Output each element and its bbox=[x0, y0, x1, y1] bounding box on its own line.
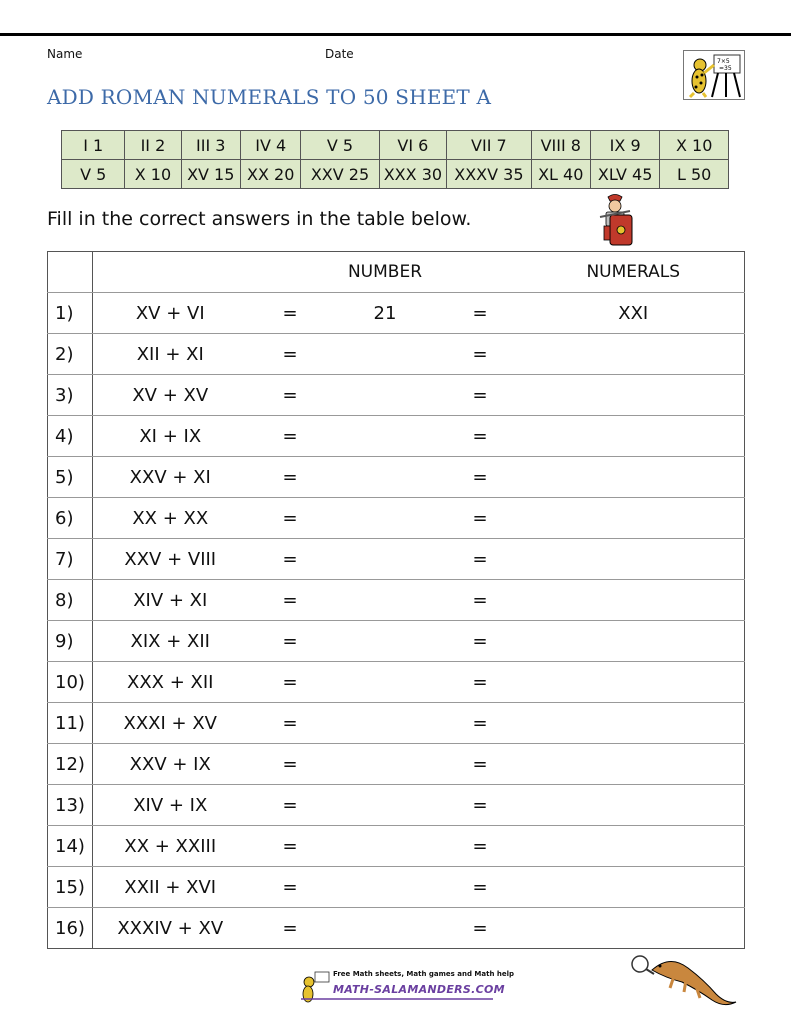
numerals-answer-cell[interactable] bbox=[523, 662, 745, 703]
numerals-answer-cell[interactable] bbox=[523, 785, 745, 826]
roman-soldier-icon bbox=[590, 193, 640, 247]
question-number: 12) bbox=[48, 744, 93, 785]
equals-sign: = bbox=[248, 826, 333, 867]
reference-row-1 bbox=[62, 131, 729, 160]
question-expression: XV + VI bbox=[93, 293, 248, 334]
table-row bbox=[48, 375, 745, 416]
number-answer-cell[interactable] bbox=[333, 826, 438, 867]
top-rule bbox=[0, 33, 791, 36]
question-expression: XX + XX bbox=[93, 498, 248, 539]
lizard-magnifier-icon bbox=[630, 948, 738, 1010]
reference-cell: XL 40 bbox=[531, 160, 590, 189]
number-answer-cell[interactable] bbox=[333, 539, 438, 580]
numerals-answer-cell[interactable] bbox=[523, 703, 745, 744]
page-title: ADD ROMAN NUMERALS TO 50 SHEET A bbox=[47, 85, 492, 109]
question-number: 8) bbox=[48, 580, 93, 621]
question-expression: XXXIV + XV bbox=[93, 908, 248, 949]
reference-cell: I 1 bbox=[62, 131, 125, 160]
number-answer-cell[interactable] bbox=[333, 744, 438, 785]
reference-cell: VIII 8 bbox=[531, 131, 590, 160]
question-expression: XII + XI bbox=[93, 334, 248, 375]
equals-sign: = bbox=[438, 662, 523, 703]
question-number: 5) bbox=[48, 457, 93, 498]
numerals-answer-cell[interactable] bbox=[523, 826, 745, 867]
equals-sign: = bbox=[248, 867, 333, 908]
question-number: 9) bbox=[48, 621, 93, 662]
equals-sign: = bbox=[248, 375, 333, 416]
numerals-answer-cell[interactable]: XXI bbox=[523, 293, 745, 334]
question-number: 4) bbox=[48, 416, 93, 457]
reference-cell: VI 6 bbox=[379, 131, 447, 160]
numerals-answer-cell[interactable] bbox=[523, 539, 745, 580]
table-row bbox=[48, 498, 745, 539]
equals-sign: = bbox=[248, 498, 333, 539]
reference-cell: XXV 25 bbox=[301, 160, 379, 189]
number-answer-cell[interactable] bbox=[333, 457, 438, 498]
header-blank-cell bbox=[93, 252, 248, 293]
question-expression: XI + IX bbox=[93, 416, 248, 457]
header-number: NUMBER bbox=[333, 252, 438, 293]
question-number: 7) bbox=[48, 539, 93, 580]
question-expression: XXXI + XV bbox=[93, 703, 248, 744]
reference-cell: IV 4 bbox=[240, 131, 300, 160]
question-expression: XXII + XVI bbox=[93, 867, 248, 908]
number-answer-cell[interactable] bbox=[333, 867, 438, 908]
equals-sign: = bbox=[438, 744, 523, 785]
svg-text:7×5: 7×5 bbox=[717, 58, 730, 65]
reference-cell: L 50 bbox=[660, 160, 729, 189]
equals-sign: = bbox=[248, 908, 333, 949]
question-number: 10) bbox=[48, 662, 93, 703]
equals-sign: = bbox=[438, 621, 523, 662]
question-expression: XXX + XII bbox=[93, 662, 248, 703]
reference-cell: V 5 bbox=[301, 131, 379, 160]
table-row bbox=[48, 621, 745, 662]
equals-sign: = bbox=[248, 703, 333, 744]
reference-cell: IX 9 bbox=[590, 131, 659, 160]
equals-sign: = bbox=[438, 375, 523, 416]
question-expression: XXV + XI bbox=[93, 457, 248, 498]
answer-table bbox=[47, 251, 745, 949]
header-blank-cell bbox=[48, 252, 93, 293]
numerals-answer-cell[interactable] bbox=[523, 375, 745, 416]
equals-sign: = bbox=[248, 580, 333, 621]
equals-sign: = bbox=[248, 744, 333, 785]
numerals-answer-cell[interactable] bbox=[523, 867, 745, 908]
equals-sign: = bbox=[438, 334, 523, 375]
equals-sign: = bbox=[438, 498, 523, 539]
number-answer-cell[interactable] bbox=[333, 662, 438, 703]
name-label: Name bbox=[47, 47, 83, 61]
number-answer-cell[interactable] bbox=[333, 785, 438, 826]
question-expression: XV + XV bbox=[93, 375, 248, 416]
equals-sign: = bbox=[438, 785, 523, 826]
svg-text:=35: =35 bbox=[719, 65, 732, 72]
table-row bbox=[48, 580, 745, 621]
table-row bbox=[48, 867, 745, 908]
reference-row-2 bbox=[62, 160, 729, 189]
number-answer-cell[interactable] bbox=[333, 703, 438, 744]
question-number: 14) bbox=[48, 826, 93, 867]
equals-sign: = bbox=[248, 539, 333, 580]
reference-cell: XV 15 bbox=[181, 160, 240, 189]
reference-cell: X 10 bbox=[660, 131, 729, 160]
reference-cell: VII 7 bbox=[447, 131, 531, 160]
number-answer-cell[interactable] bbox=[333, 334, 438, 375]
numerals-answer-cell[interactable] bbox=[523, 621, 745, 662]
number-answer-cell[interactable] bbox=[333, 908, 438, 949]
header-blank-cell bbox=[438, 252, 523, 293]
table-row bbox=[48, 334, 745, 375]
equals-sign: = bbox=[248, 457, 333, 498]
reference-cell: II 2 bbox=[125, 131, 181, 160]
table-row bbox=[48, 662, 745, 703]
question-number: 11) bbox=[48, 703, 93, 744]
table-row bbox=[48, 908, 745, 949]
header-numerals: NUMERALS bbox=[523, 252, 745, 293]
number-answer-cell[interactable]: 21 bbox=[333, 293, 438, 334]
reference-cell: XXXV 35 bbox=[447, 160, 531, 189]
table-row bbox=[48, 703, 745, 744]
number-answer-cell[interactable] bbox=[333, 621, 438, 662]
equals-sign: = bbox=[248, 785, 333, 826]
reference-cell: V 5 bbox=[62, 160, 125, 189]
equals-sign: = bbox=[248, 621, 333, 662]
question-number: 13) bbox=[48, 785, 93, 826]
number-answer-cell[interactable] bbox=[333, 498, 438, 539]
question-number: 2) bbox=[48, 334, 93, 375]
header-blank-cell bbox=[248, 252, 333, 293]
instruction-text: Fill in the correct answers in the table below. bbox=[47, 208, 472, 230]
table-row bbox=[48, 826, 745, 867]
reference-cell: X 10 bbox=[125, 160, 181, 189]
equals-sign: = bbox=[438, 867, 523, 908]
table-row bbox=[48, 416, 745, 457]
question-expression: XIV + XI bbox=[93, 580, 248, 621]
question-number: 1) bbox=[48, 293, 93, 334]
reference-cell: III 3 bbox=[181, 131, 240, 160]
numerals-answer-cell[interactable] bbox=[523, 416, 745, 457]
equals-sign: = bbox=[438, 539, 523, 580]
equals-sign: = bbox=[438, 703, 523, 744]
question-expression: XIX + XII bbox=[93, 621, 248, 662]
number-answer-cell[interactable] bbox=[333, 580, 438, 621]
numerals-answer-cell[interactable] bbox=[523, 744, 745, 785]
equals-sign: = bbox=[248, 662, 333, 703]
numerals-answer-cell[interactable] bbox=[523, 580, 745, 621]
numerals-answer-cell[interactable] bbox=[523, 334, 745, 375]
question-expression: XIV + IX bbox=[93, 785, 248, 826]
equals-sign: = bbox=[248, 416, 333, 457]
numerals-answer-cell[interactable] bbox=[523, 908, 745, 949]
reference-cell: XLV 45 bbox=[590, 160, 659, 189]
table-row bbox=[48, 785, 745, 826]
question-number: 15) bbox=[48, 867, 93, 908]
equals-sign: = bbox=[248, 334, 333, 375]
reference-cell: XXX 30 bbox=[379, 160, 447, 189]
equals-sign: = bbox=[438, 457, 523, 498]
question-expression: XX + XXIII bbox=[93, 826, 248, 867]
equals-sign: = bbox=[248, 293, 333, 334]
equals-sign: = bbox=[438, 908, 523, 949]
table-row bbox=[48, 539, 745, 580]
footer-logo-text: MATH-SALAMANDERS.COM bbox=[333, 983, 505, 996]
number-answer-cell[interactable] bbox=[333, 375, 438, 416]
number-answer-cell[interactable] bbox=[333, 416, 438, 457]
equals-sign: = bbox=[438, 416, 523, 457]
salamander-easel-icon bbox=[683, 50, 745, 100]
table-row bbox=[48, 457, 745, 498]
question-number: 3) bbox=[48, 375, 93, 416]
table-row bbox=[48, 744, 745, 785]
question-number: 16) bbox=[48, 908, 93, 949]
date-label: Date bbox=[325, 47, 354, 61]
equals-sign: = bbox=[438, 826, 523, 867]
equals-sign: = bbox=[438, 580, 523, 621]
numerals-answer-cell[interactable] bbox=[523, 498, 745, 539]
question-expression: XXV + IX bbox=[93, 744, 248, 785]
reference-table bbox=[61, 130, 729, 189]
table-row bbox=[48, 293, 745, 334]
question-expression: XXV + VIII bbox=[93, 539, 248, 580]
table-header-row bbox=[48, 252, 745, 293]
equals-sign: = bbox=[438, 293, 523, 334]
footer-tagline: Free Math sheets, Math games and Math help bbox=[333, 970, 515, 978]
reference-cell: XX 20 bbox=[240, 160, 300, 189]
question-number: 6) bbox=[48, 498, 93, 539]
numerals-answer-cell[interactable] bbox=[523, 457, 745, 498]
